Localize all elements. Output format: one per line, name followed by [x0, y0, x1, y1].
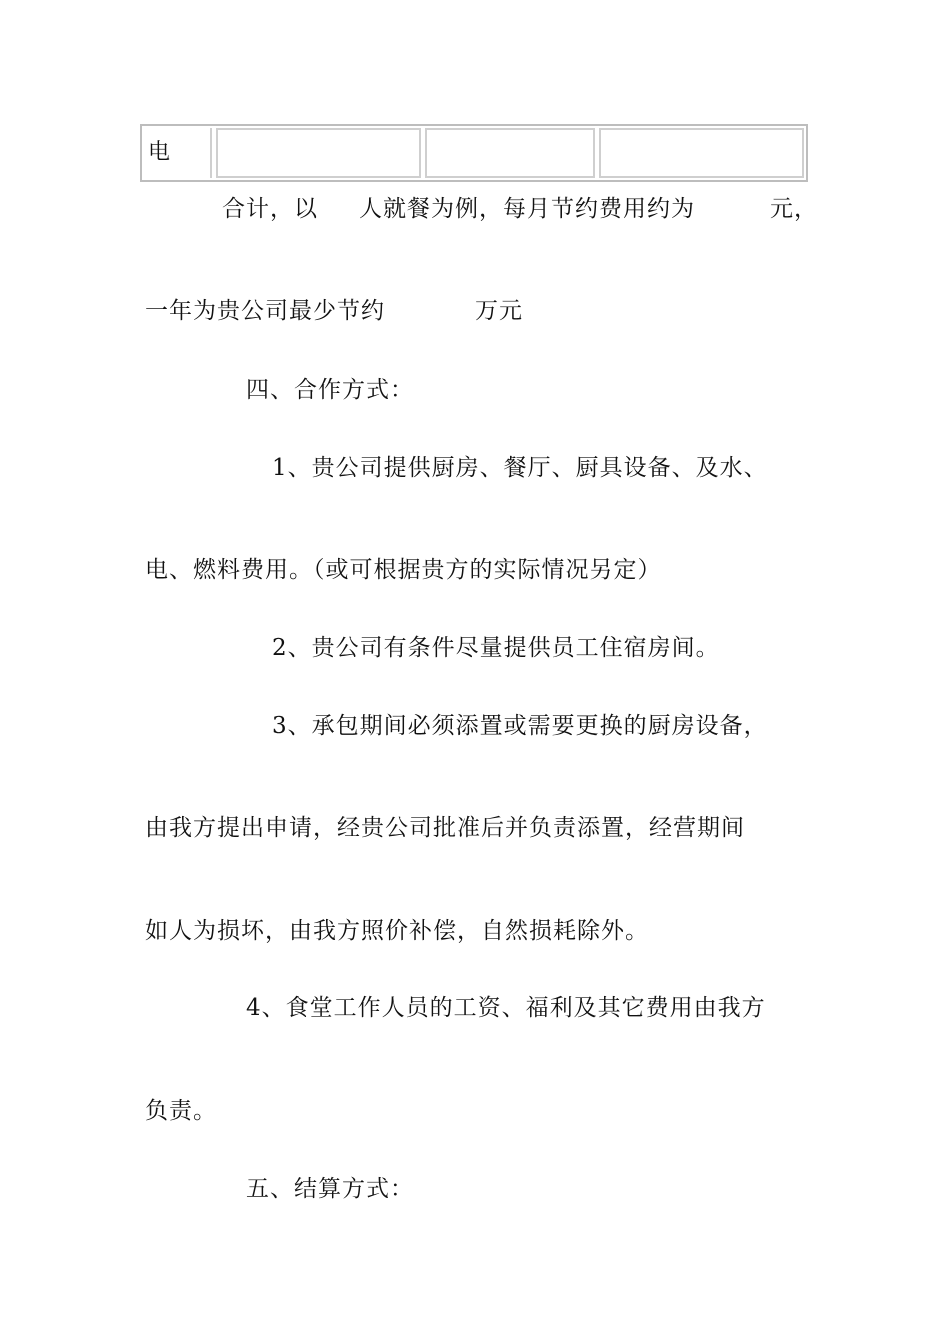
paragraph-text: 万元: [475, 298, 523, 324]
table-cell-text: 电: [148, 140, 171, 165]
section-heading: 四、合作方式：: [246, 377, 414, 403]
paragraph-text: 如人为损坏，由我方照价补偿，自然损耗除外。: [145, 918, 649, 944]
paragraph-text: 人就餐为例，每月节约费用约为: [359, 196, 695, 222]
paragraph-text: 由我方提出申请，经贵公司批准后并负责添置，经营期间: [145, 815, 745, 841]
paragraph-text: 1、贵公司提供厨房、餐厅、厨具设备、及水、: [272, 455, 768, 481]
paragraph-text: 负责。: [145, 1098, 217, 1124]
cost-table: [140, 124, 808, 182]
paragraph-text: 4、食堂工作人员的工资、福利及其它费用由我方: [246, 995, 766, 1021]
paragraph-text: 合计，以: [222, 196, 318, 222]
paragraph-text: 元，: [770, 196, 818, 222]
paragraph-text: 3、承包期间必须添置或需要更换的厨房设备，: [272, 713, 768, 739]
paragraph-text: 电、燃料费用。（或可根据贵方的实际情况另定）: [145, 557, 662, 583]
table-cell: [425, 128, 594, 178]
table-cell: [144, 128, 212, 178]
table-cell: [599, 128, 804, 178]
paragraph-text: 2、贵公司有条件尽量提供员工住宿房间。: [272, 635, 720, 661]
paragraph-text: 一年为贵公司最少节约: [145, 298, 385, 324]
table-cell: [216, 128, 421, 178]
section-heading: 五、结算方式：: [246, 1176, 414, 1202]
